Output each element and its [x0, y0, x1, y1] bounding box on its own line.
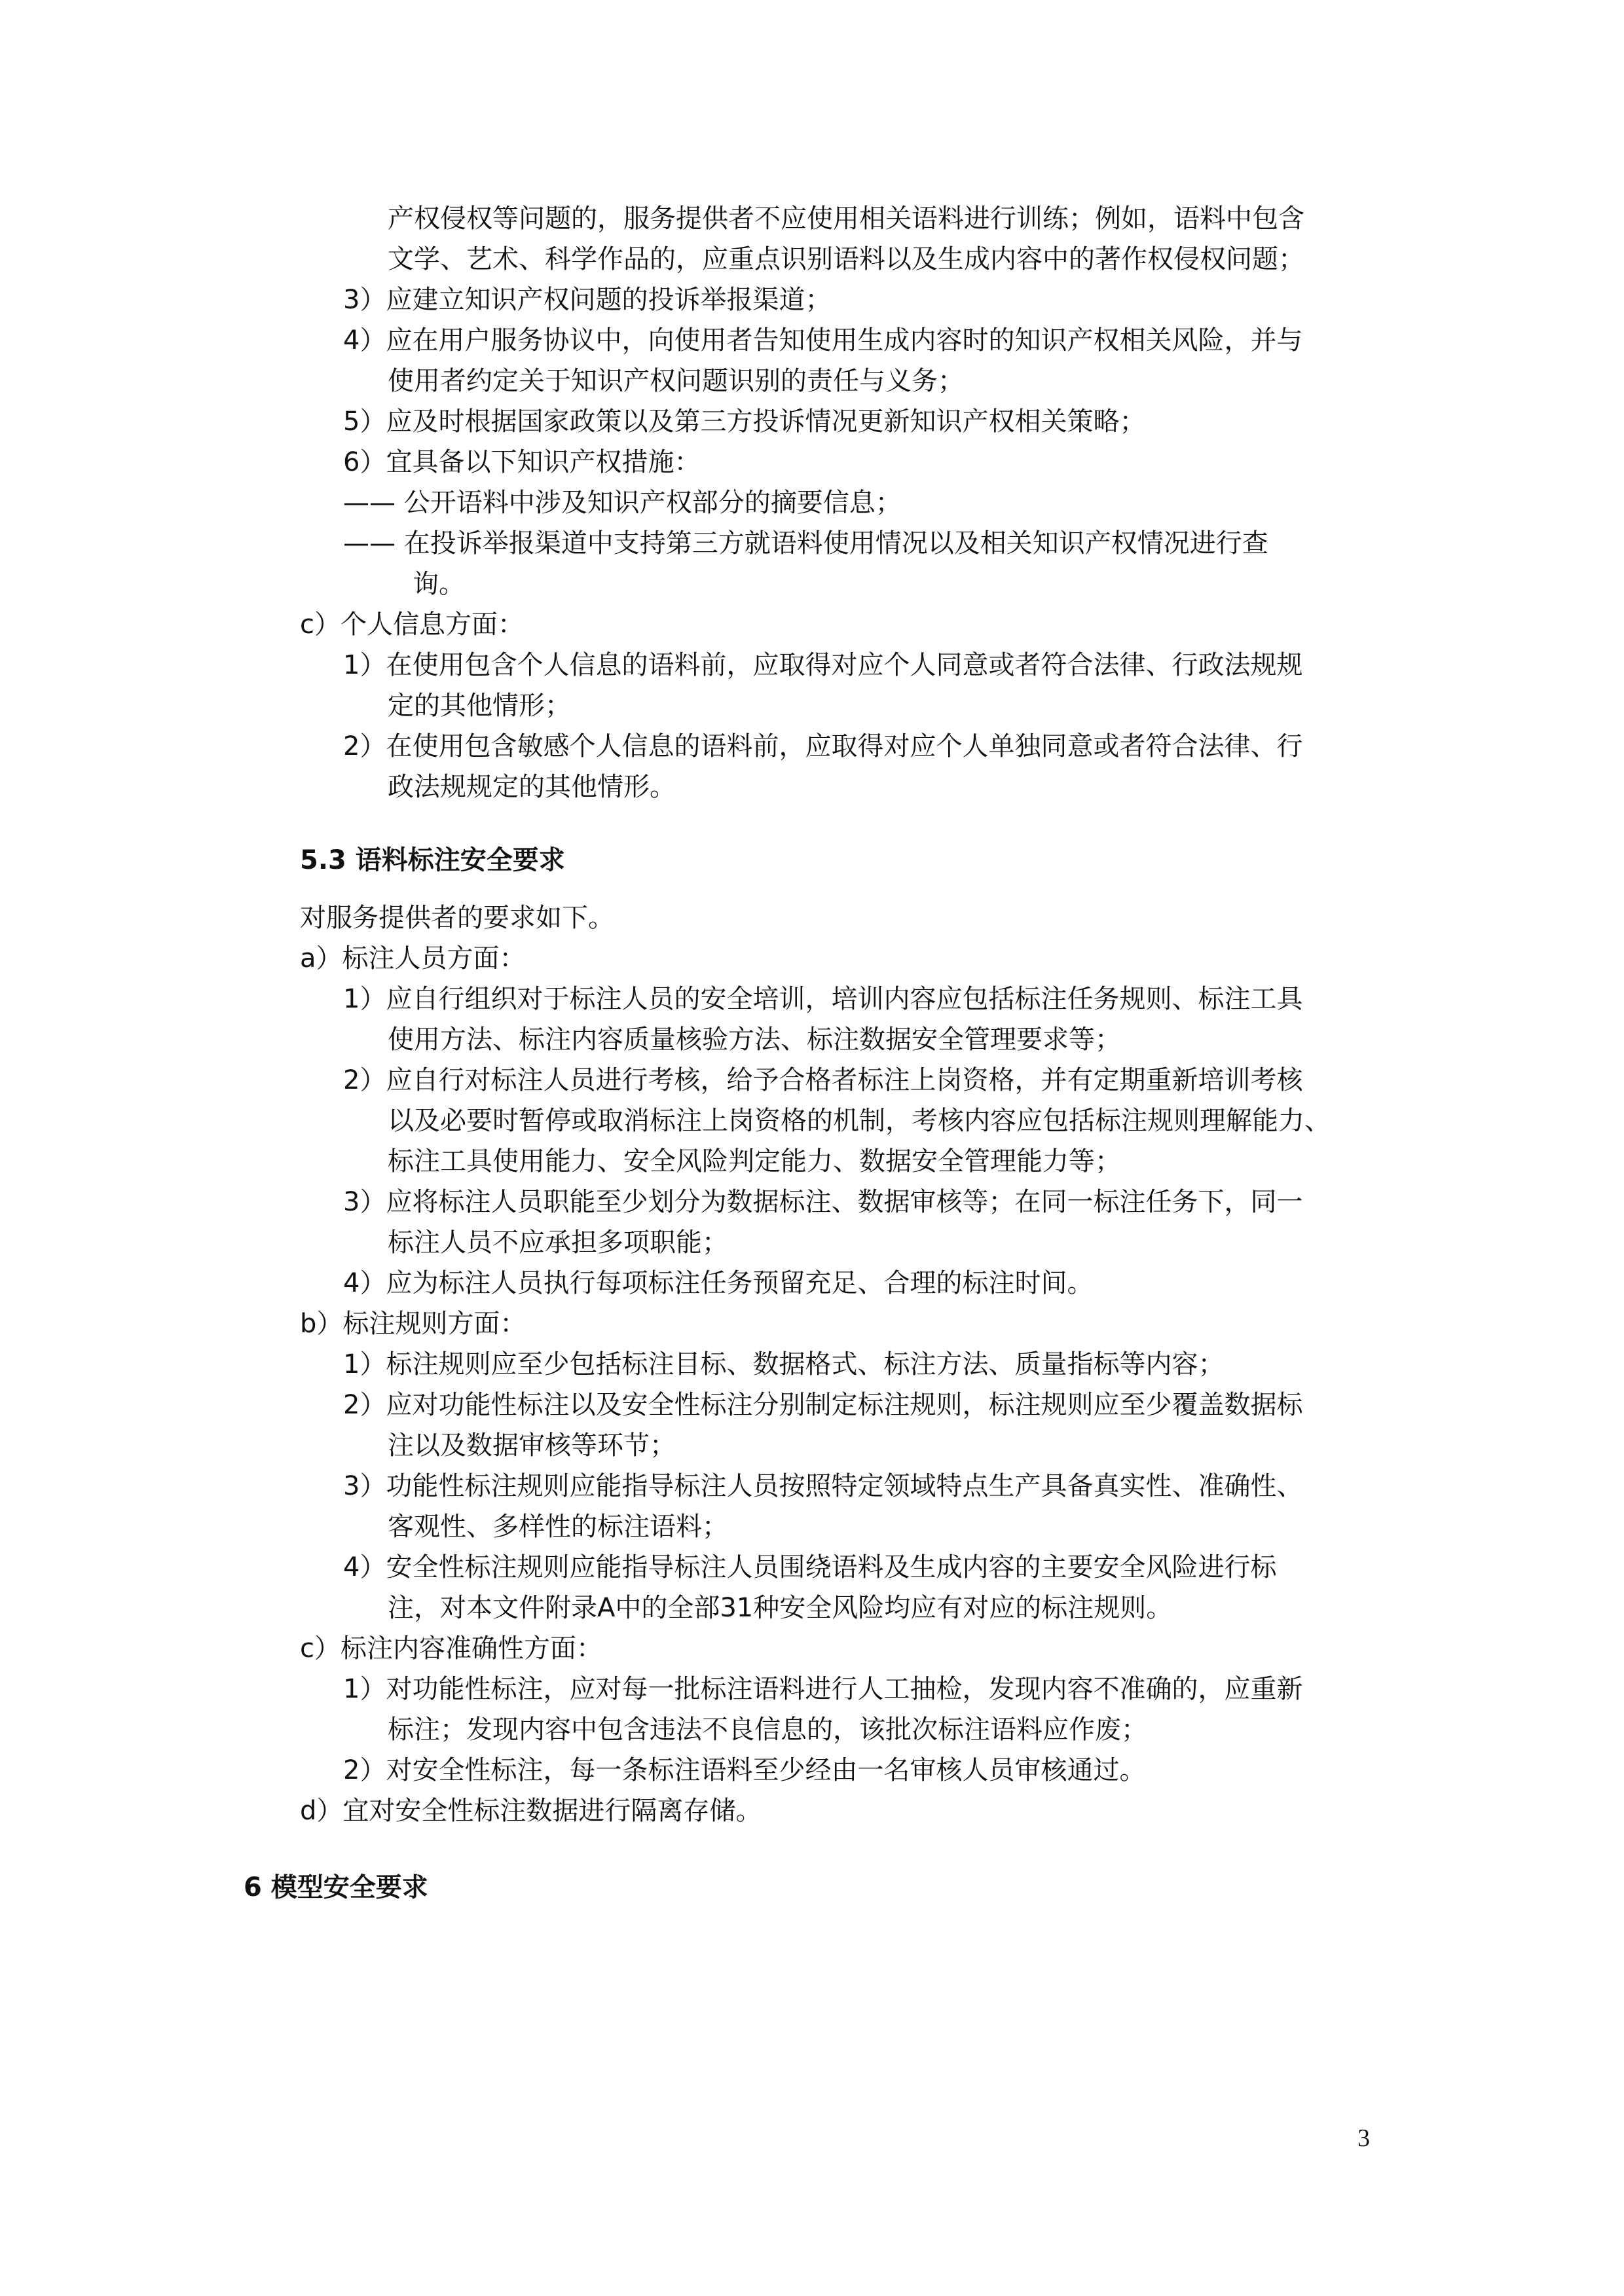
text-line: 使用者约定关于知识产权问题识别的责任与义务； [388, 366, 964, 396]
text-line: 定的其他情形； [388, 691, 571, 721]
list-item: 2）应自行对标注人员进行考核，给予合格者标注上岗资格，并有定期重新培训考核 [343, 1065, 1303, 1095]
list-item: 2）在使用包含敏感个人信息的语料前，应取得对应个人单独同意或者符合法律、行 [343, 731, 1303, 761]
chapter-heading: 6 模型安全要求 [244, 1872, 428, 1903]
text-line: 询。 [413, 569, 465, 599]
dash-item: —— 在投诉举报渠道中支持第三方就语料使用情况以及相关知识产权情况进行查 [343, 528, 1268, 558]
text-line: 以及必要时暂停或取消标注上岗资格的机制，考核内容应包括标注规则理解能力、 [388, 1106, 1331, 1136]
page-number: 3 [1357, 2124, 1370, 2152]
list-item: 4）安全性标注规则应能指导标注人员围绕语料及生成内容的主要安全风险进行标 [343, 1552, 1277, 1582]
list-item: c）标注内容准确性方面： [300, 1633, 602, 1664]
list-item: 3）功能性标注规则应能指导标注人员按照特定领域特点生产具备真实性、准确性、 [343, 1471, 1303, 1501]
list-item: 2）对安全性标注，每一条标注语料至少经由一名审核人员审核通过。 [343, 1755, 1146, 1785]
list-item: a）标注人员方面： [300, 943, 526, 974]
text-line: 客观性、多样性的标注语料； [388, 1512, 728, 1542]
list-item: 1）标注规则应至少包括标注目标、数据格式、标注方法、质量指标等内容； [343, 1349, 1225, 1379]
list-item: d）宜对安全性标注数据进行隔离存储。 [300, 1796, 762, 1826]
list-item: 1）应自行组织对于标注人员的安全培训，培训内容应包括标注任务规则、标注工具 [343, 984, 1303, 1014]
text-line: 注以及数据审核等环节； [388, 1430, 676, 1461]
list-item: 3）应将标注人员职能至少划分为数据标注、数据审核等；在同一标注任务下，同一 [343, 1187, 1303, 1217]
list-item: 1）对功能性标注，应对每一批标注语料进行人工抽检，发现内容不准确的，应重新 [343, 1674, 1303, 1704]
text-line: 标注；发现内容中包含违法不良信息的，该批次标注语料应作废； [388, 1715, 1147, 1745]
text-line: 标注工具使用能力、安全风险判定能力、数据安全管理能力等； [388, 1146, 1121, 1176]
list-item: 6）宜具备以下知识产权措施： [343, 447, 701, 477]
text-line: 使用方法、标注内容质量核验方法、标注数据安全管理要求等； [388, 1025, 1121, 1055]
list-item: 2）应对功能性标注以及安全性标注分别制定标注规则，标注规则应至少覆盖数据标 [343, 1390, 1303, 1420]
list-item: 4）应在用户服务协议中，向使用者告知使用生成内容时的知识产权相关风险，并与 [343, 325, 1303, 355]
list-item: 4）应为标注人员执行每项标注任务预留充足、合理的标注时间。 [343, 1268, 1094, 1298]
dash-item: —— 公开语料中涉及知识产权部分的摘要信息； [343, 488, 902, 518]
list-item: c）个人信息方面： [300, 610, 524, 640]
text-line: 注，对本文件附录A中的全部31种安全风险均应有对应的标注规则。 [388, 1593, 1173, 1623]
list-item: 1）在使用包含个人信息的语料前，应取得对应个人同意或者符合法律、行政法规规 [343, 650, 1303, 680]
text-line: 政法规规定的其他情形。 [388, 772, 676, 802]
list-item: 3）应建立知识产权问题的投诉举报渠道； [343, 285, 832, 315]
section-heading: 5.3 语料标注安全要求 [300, 845, 565, 875]
list-item: b）标注规则方面： [300, 1309, 526, 1339]
list-item: 5）应及时根据国家政策以及第三方投诉情况更新知识产权相关策略； [343, 407, 1146, 437]
paragraph: 对服务提供者的要求如下。 [300, 903, 614, 933]
text-line: 标注人员不应承担多项职能； [388, 1228, 728, 1258]
text-line: 产权侵权等问题的，服务提供者不应使用相关语料进行训练；例如，语料中包含 [388, 204, 1304, 234]
text-line: 文学、艺术、科学作品的，应重点识别语料以及生成内容中的著作权侵权问题； [388, 244, 1304, 274]
